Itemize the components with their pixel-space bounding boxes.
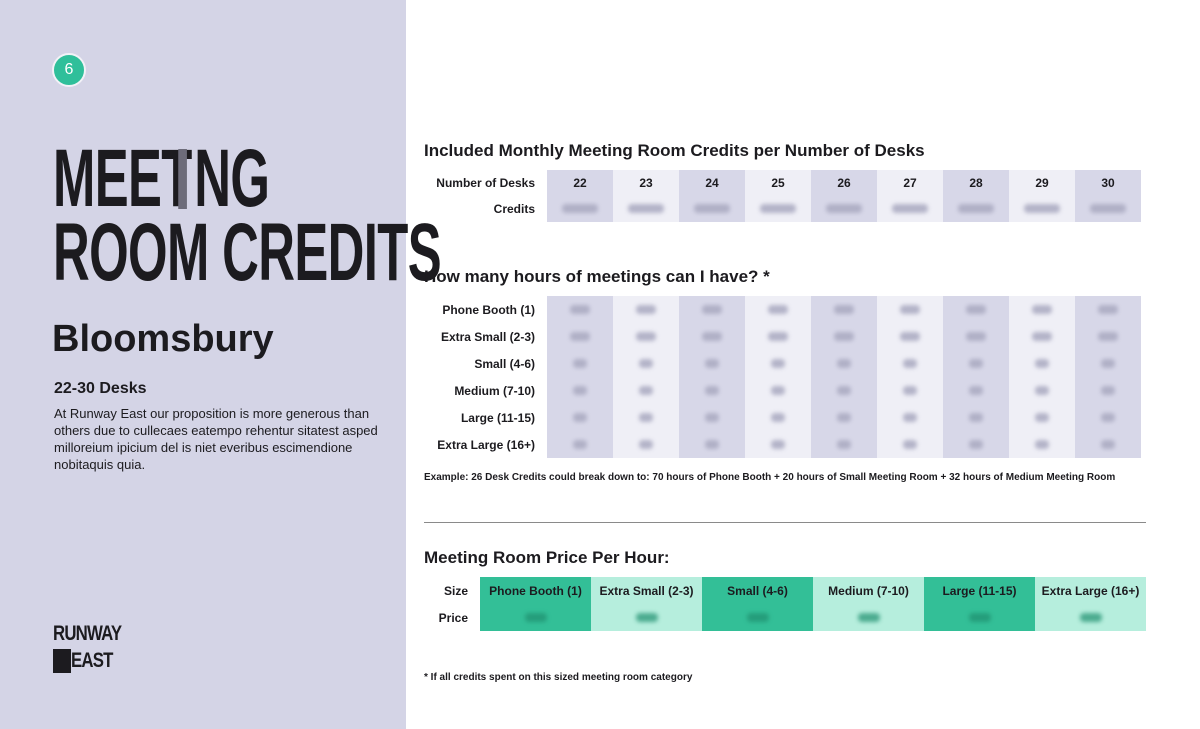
hours-cell-redacted <box>1009 377 1075 404</box>
hours-cell-redacted <box>745 350 811 377</box>
page-number-badge: 6 <box>52 53 86 87</box>
price-cell-redacted <box>1035 604 1146 631</box>
row-label: Medium (7-10) <box>454 383 535 398</box>
credits-cell-redacted <box>1009 196 1075 222</box>
price-cell-redacted <box>924 604 1035 631</box>
desk-count-cell: 26 <box>811 170 877 196</box>
desk-count-cell: 29 <box>1009 170 1075 196</box>
hours-cell-redacted <box>1075 323 1141 350</box>
credits-cell-redacted <box>679 196 745 222</box>
credits-cell-redacted <box>613 196 679 222</box>
hours-cell-redacted <box>679 323 745 350</box>
table-row <box>424 296 1141 323</box>
credits-cell-redacted <box>745 196 811 222</box>
hours-cell-redacted <box>943 296 1009 323</box>
hours-cell-redacted <box>547 431 613 458</box>
hours-table-title: How many hours of meetings can I have? * <box>424 267 770 286</box>
hours-cell-redacted <box>547 350 613 377</box>
size-cell: Small (4-6) <box>702 577 813 604</box>
desk-count-cell: 27 <box>877 170 943 196</box>
hours-cell-redacted <box>811 431 877 458</box>
hours-cell-redacted <box>811 350 877 377</box>
desk-count-cell: 23 <box>613 170 679 196</box>
hours-cell-redacted <box>613 404 679 431</box>
hours-cell-redacted <box>943 404 1009 431</box>
hours-cell-redacted <box>613 431 679 458</box>
size-cell: Large (11-15) <box>924 577 1035 604</box>
desk-count-cell: 22 <box>547 170 613 196</box>
hours-cell-redacted <box>877 323 943 350</box>
hours-cell-redacted <box>679 296 745 323</box>
table-row <box>424 377 1141 404</box>
table-row <box>424 577 1146 604</box>
hours-cell-redacted <box>613 296 679 323</box>
example-note: Example: 26 Desk Credits could break down to: 70 hours of Phone Booth + 20 hours of Small Meeting Room + 32 hours of Medium Meeting Room <box>424 472 1116 483</box>
hours-cell-redacted <box>943 377 1009 404</box>
hours-cell-redacted <box>679 431 745 458</box>
hours-cell-redacted <box>679 350 745 377</box>
hours-cell-redacted <box>811 296 877 323</box>
hours-cell-redacted <box>811 323 877 350</box>
hours-cell-redacted <box>1009 323 1075 350</box>
table-row <box>424 404 1141 431</box>
hours-cell-redacted <box>1075 296 1141 323</box>
credits-cell-redacted <box>877 196 943 222</box>
hours-cell-redacted <box>745 296 811 323</box>
row-label: Phone Booth (1) <box>442 302 535 317</box>
hours-cell-redacted <box>811 377 877 404</box>
hours-cell-redacted <box>943 431 1009 458</box>
hero-line-1 <box>53 133 270 224</box>
row-label: Number of Desks <box>436 176 535 190</box>
row-label: Extra Large (16+) <box>437 437 535 452</box>
hero-line-1-left: MEET <box>53 133 192 224</box>
desk-count-cell: 28 <box>943 170 1009 196</box>
desk-count-cell: 30 <box>1075 170 1141 196</box>
hours-cell-redacted <box>1009 350 1075 377</box>
row-label: Large (11-15) <box>460 410 535 425</box>
table-row <box>424 604 1146 631</box>
description: At Runway East our proposition is more generous than others due to cullecaes eatempo rehentur sitatest asped milloreium ipicium del is niet everibus escimendione nobitaquis quia. <box>54 406 378 472</box>
hours-cell-redacted <box>1009 404 1075 431</box>
hero-title <box>53 133 441 298</box>
price-table <box>424 577 1146 631</box>
hours-cell-redacted <box>877 350 943 377</box>
size-cell: Extra Small (2-3) <box>591 577 702 604</box>
hero-line-2: ROOM CREDITS <box>53 207 441 298</box>
price-cell-redacted <box>480 604 591 631</box>
table-row <box>424 431 1141 458</box>
size-cell: Medium (7-10) <box>813 577 924 604</box>
footnote: * If all credits spent on this sized meeting room category <box>424 672 693 683</box>
hours-cell-redacted <box>547 296 613 323</box>
credits-cell-redacted <box>811 196 877 222</box>
hours-cell-redacted <box>547 323 613 350</box>
table-row <box>424 323 1141 350</box>
table-row <box>424 170 1141 196</box>
row-label: Extra Small (2-3) <box>440 329 535 344</box>
hours-cell-redacted <box>679 404 745 431</box>
hours-cell-redacted <box>1075 377 1141 404</box>
price-cell-redacted <box>702 604 813 631</box>
hours-cell-redacted <box>1075 350 1141 377</box>
hours-cell-redacted <box>877 296 943 323</box>
price-cell-redacted <box>813 604 924 631</box>
credits-table <box>424 170 1141 222</box>
table-row <box>424 350 1141 377</box>
size-cell: Phone Booth (1) <box>480 577 591 604</box>
hours-cell-redacted <box>613 350 679 377</box>
logo-bottom <box>53 647 123 675</box>
credits-cell-redacted <box>1075 196 1141 222</box>
hours-cell-redacted <box>1009 431 1075 458</box>
hours-cell-redacted <box>547 404 613 431</box>
location-title: Bloomsbury <box>52 318 274 360</box>
section-divider <box>424 522 1146 523</box>
hours-cell-redacted <box>745 323 811 350</box>
hours-cell-redacted <box>1075 404 1141 431</box>
credits-cell-redacted <box>547 196 613 222</box>
desk-count-cell: 25 <box>745 170 811 196</box>
credits-cell-redacted <box>943 196 1009 222</box>
sidebar-panel <box>0 0 441 729</box>
hours-cell-redacted <box>745 377 811 404</box>
hours-cell-redacted <box>1009 296 1075 323</box>
hours-cell-redacted <box>877 404 943 431</box>
hours-cell-redacted <box>943 350 1009 377</box>
price-cell-redacted <box>591 604 702 631</box>
hours-cell-redacted <box>679 377 745 404</box>
row-label: Price <box>438 610 468 625</box>
table-row <box>424 196 1141 222</box>
hours-cell-redacted <box>547 377 613 404</box>
credits-table-title: Included Monthly Meeting Room Credits per Number of Desks <box>424 141 925 160</box>
size-cell: Extra Large (16+) <box>1035 577 1146 604</box>
hours-cell-redacted <box>745 404 811 431</box>
row-label: Credits <box>493 202 535 216</box>
row-label: Size <box>443 583 468 598</box>
logo-bottom-text: EAST <box>70 649 113 672</box>
hours-cell-redacted <box>745 431 811 458</box>
hours-cell-redacted <box>811 404 877 431</box>
row-label: Small (4-6) <box>474 356 535 371</box>
hours-cell-redacted <box>943 323 1009 350</box>
hours-cell-redacted <box>877 377 943 404</box>
hours-cell-redacted <box>877 431 943 458</box>
desk-range: 22-30 Desks <box>54 380 147 397</box>
hours-cell-redacted <box>613 377 679 404</box>
hours-cell-redacted <box>1075 431 1141 458</box>
hero-line-1-right: NG <box>194 133 270 224</box>
hours-cell-redacted <box>613 323 679 350</box>
logo-block <box>53 649 71 673</box>
runway-east-logo <box>53 621 123 677</box>
price-table-title: Meeting Room Price Per Hour: <box>424 548 670 567</box>
logo-top-text: RUNWAY <box>53 622 122 645</box>
hours-table <box>424 296 1141 458</box>
desk-count-cell: 24 <box>679 170 745 196</box>
